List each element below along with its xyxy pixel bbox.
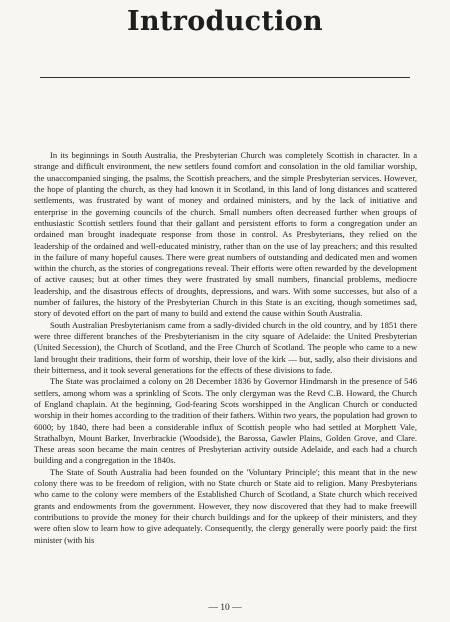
paragraph: In its beginnings in South Australia, the Presbyterian Church was completely Scottish in character. In a strange and difficult environment, the new settlers found comfort and consolation in the old familiar worship, the unaccompanied singing, the psalms, the Scottish preachers, and the simple Presbyterian services. However, the hope of planting the church, as they had known it in Scotland, in this land of long distances and scattered settlements, was frustrated by want of money and ordained ministers, and by the lack of initiative and enterprise in the governing councils of the church. Small numbers often decreased further when groups of enthusiastic Scottish settlers found that their gallant and persistent efforts to form a congregation under an ordained man brought inadequate response from those in control. As Presbyterians, they relied on the leadership of the ordained and well-educated ministry, rather than on the use of lay preachers; and this resulted in the failure of many hopeful causes. There were great numbers of outstanding and dedicated men and women within the church, as the stories of congregations reveal. Their efforts were often rewarded by the development of active causes; but at other times they were frustrated by small numbers, financial problems, mediocre leadership, and the disastrous effects of droughts, depressions, and wars. With some successes, but also of a number of failures, the history of the Presbyterian Church in this State is an exciting, though sometimes sad, story of devoted effort on the part of many to build and extend the cause within South Australia. bbox=[34, 150, 417, 319]
title-divider bbox=[40, 77, 410, 78]
paragraph: South Australian Presbyterianism came from a sadly-divided church in the old country, and by 1851 there were three different branches of the Presbyterianism in the city square of Adelaide: the United Presbyterian (United Secession), the Church of Scotland, and the Free Church of Scotland. The people who came to a new land brought their traditions, their form of worship, their love of the kirk — but, sadly, also their divisions and their bitterness, and it took several generations for the effects of these divisions to fade. bbox=[34, 319, 417, 375]
page-title: Introduction bbox=[127, 6, 323, 37]
body-text bbox=[34, 150, 417, 546]
page-number: — 10 — bbox=[208, 603, 242, 613]
paragraph: The State of South Australia had been founded on the 'Voluntary Principle'; this meant that in the new colony there was to be freedom of religion, with no State church or State aid to religion. Many Presbyterians who came to the colony were members of the Established Church of Scotland, a State church which received grants and endowments from the government. However, they now discovered that they had to make freewill contributions to provide the money for their church buildings and for the upkeep of their ministers, and they were often slow to learn how to give adequately. Consequently, the clergy generally were poorly paid: the first minister (with his bbox=[34, 466, 417, 545]
paragraph: The State was proclaimed a colony on 28 December 1836 by Governor Hindmarsh in the presence of 546 settlers, among whom was a sprinkling of Scots. The only clergyman was the Revd C.B. Howard, the Church of England chaplain. At the beginning, God-fearing Scots worshipped in the Anglican Church or conducted worship in their homes according to the tradition of their fathers. Within two years, the population had grown to 6000; by 1840, there had been a considerable influx of Scottish people who had settled at Morphett Vale, Strathalbyn, Mount Barker, Inverbrackie (Woodside), the Barossa, Gawler Plains, Golden Grove, and Clare. These areas soon became the main centres of Presbyterian activity outside Adelaide, and each had a church building and a congregation in the 1840s. bbox=[34, 376, 417, 466]
